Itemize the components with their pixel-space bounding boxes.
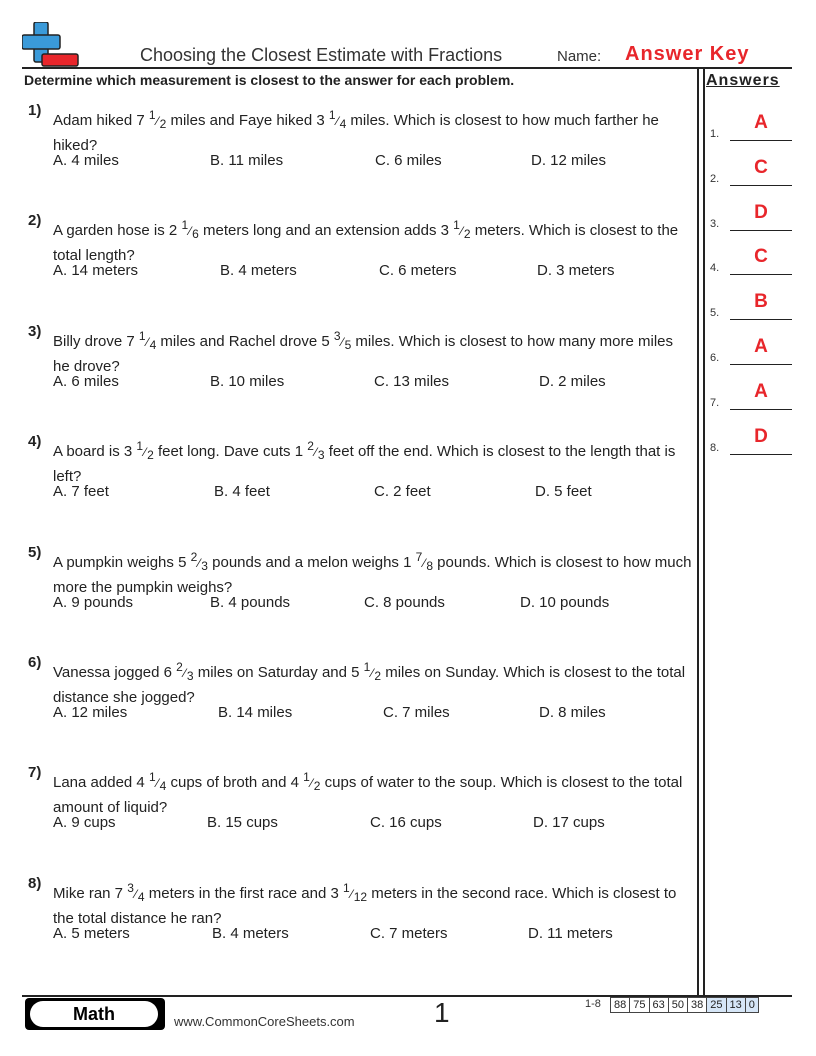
problem-text-segment: Lana added 4 — [53, 774, 149, 792]
fraction-denominator: 4 — [339, 117, 347, 131]
answer-choice: B. 4 meters — [212, 924, 289, 942]
problem-text-segment: Vanessa jogged 6 — [53, 664, 177, 681]
answer-choice: C. 13 miles — [374, 372, 450, 390]
fraction-slash: ⁄ — [350, 886, 353, 901]
fraction-denominator: 3 — [201, 558, 208, 573]
fraction-denominator: 2 — [463, 227, 471, 242]
problem-text-segment: meters in the second race. Which is closest to the total distance he ran? — [53, 884, 677, 927]
answer-blank-line — [730, 230, 792, 231]
problem-text-segment: A garden hose is 2 — [53, 222, 182, 240]
problem-text-segment: miles on Saturday and 5 — [193, 664, 364, 681]
answer-row — [708, 156, 794, 185]
name-label: Name: — [557, 48, 602, 65]
fraction-slash: ⁄ — [460, 224, 463, 239]
fraction — [333, 328, 352, 352]
problem-text — [53, 104, 693, 157]
problem-text-segment: miles. Which is closest to how many more miles he drove? — [53, 332, 674, 375]
fraction-slash: ⁄ — [310, 776, 313, 791]
answer-choice: C. 6 miles — [375, 152, 442, 169]
answer-choice: D. 17 cups — [533, 814, 605, 832]
fraction-slash: ⁄ — [146, 334, 149, 349]
score-cell: 50 — [668, 998, 687, 1013]
answer-value: A — [754, 112, 768, 133]
problem-text-segment: meters. Which is closest to the total length? — [53, 222, 679, 265]
problem-number: 7) — [28, 764, 42, 782]
answer-choice: C. 7 miles — [383, 704, 450, 721]
answer-choice: A. 5 meters — [53, 924, 130, 942]
fraction — [176, 660, 194, 683]
fraction-slash: ⁄ — [198, 555, 201, 570]
problem-text — [53, 656, 693, 709]
fraction-slash: ⁄ — [423, 555, 426, 570]
answer-number: 1. — [710, 128, 720, 140]
answer-row — [708, 246, 794, 275]
answer-row — [708, 291, 794, 320]
score-cell: 88 — [611, 998, 630, 1013]
problem-text-segment: A pumpkin weighs 5 — [53, 553, 191, 571]
fraction — [127, 880, 145, 904]
instructions: Determine which measurement is closest to the answer for each problem. — [24, 72, 515, 88]
answer-choice: D. 11 meters — [528, 924, 613, 942]
problem-text-segment: miles. Which is closest to how much farther he hiked? — [53, 112, 659, 154]
fraction-slash: ⁄ — [189, 224, 192, 239]
page-number: 1 — [434, 997, 450, 1028]
fraction-denominator: 8 — [426, 558, 434, 573]
answer-row — [708, 336, 794, 364]
fraction — [307, 439, 325, 463]
fraction-numerator: 3 — [333, 328, 341, 343]
problem-number: 8) — [28, 874, 42, 892]
fraction-numerator: 1 — [343, 880, 350, 895]
fraction — [343, 880, 368, 904]
fraction-denominator: 4 — [159, 779, 167, 794]
score-range-label: 1-8 — [585, 998, 601, 1010]
problem-text-segment: pounds. Which is closest to how much more the pumpkin weighs? — [53, 553, 692, 596]
answer-choice: A. 9 cups — [53, 814, 116, 832]
fraction-denominator: 3 — [317, 448, 325, 463]
answer-blank-line — [730, 454, 792, 455]
fraction-numerator: 1 — [148, 770, 156, 785]
fraction-numerator: 2 — [307, 439, 314, 454]
answers-heading: Answers — [706, 72, 780, 89]
fraction-slash: ⁄ — [183, 666, 186, 680]
answer-choice: B. 14 miles — [218, 704, 293, 721]
fraction-denominator: 3 — [186, 669, 194, 683]
fraction-numerator: 2 — [176, 660, 183, 674]
score-cell: 13 — [726, 998, 745, 1013]
fraction-slash: ⁄ — [371, 666, 374, 680]
answer-blank-line — [730, 409, 792, 410]
answer-value: D — [754, 425, 768, 447]
fraction-denominator: 6 — [192, 227, 199, 242]
answer-choice: A. 12 miles — [53, 704, 128, 721]
fraction-numerator: 1 — [363, 660, 371, 674]
problem-text — [53, 877, 693, 930]
answer-choice: A. 7 feet — [53, 483, 109, 501]
answer-choice: B. 4 pounds — [210, 593, 291, 611]
answer-choice: B. 15 cups — [207, 814, 278, 832]
answer-choice: A. 4 miles — [53, 152, 119, 169]
answer-choice: A. 6 miles — [53, 372, 119, 390]
fraction-numerator: 1 — [148, 108, 156, 122]
score-cell: 63 — [649, 998, 668, 1013]
score-table — [610, 997, 759, 1013]
answer-blank-line — [730, 274, 792, 275]
answer-value: C — [754, 156, 768, 178]
answer-choice: C. 6 meters — [379, 262, 457, 280]
fraction-numerator: 1 — [136, 439, 144, 454]
problem-text — [53, 214, 693, 267]
answer-value: A — [754, 336, 768, 357]
answer-blank-line — [730, 140, 792, 141]
fraction-slash: ⁄ — [134, 886, 137, 901]
subject-label: Math — [30, 1001, 158, 1027]
fraction-numerator: 7 — [415, 549, 423, 564]
answer-choice: D. 10 pounds — [520, 593, 610, 611]
fraction-slash: ⁄ — [144, 445, 147, 460]
fraction-numerator: 1 — [181, 218, 189, 233]
fraction-numerator: 3 — [127, 880, 134, 895]
answer-key-label: Answer Key — [625, 43, 750, 65]
fraction-slash: ⁄ — [156, 776, 159, 791]
problem-number: 4) — [28, 433, 42, 451]
fraction-numerator: 1 — [328, 108, 336, 122]
score-cell: 75 — [630, 998, 649, 1013]
fraction-denominator: 12 — [353, 889, 368, 904]
fraction — [363, 660, 382, 683]
answer-number: 3. — [710, 217, 720, 230]
answer-choice: B. 11 miles — [210, 152, 284, 169]
problem-number: 2) — [28, 212, 42, 230]
fraction — [415, 549, 434, 573]
problem-text-segment: meters long and an extension adds 3 — [198, 222, 454, 240]
plus-minus-logo-icon — [22, 22, 80, 68]
answer-blank-line — [730, 364, 792, 365]
fraction-slash: ⁄ — [156, 114, 159, 128]
problem-text-segment: feet long. Dave cuts 1 — [153, 443, 308, 461]
answer-choice: D. 8 miles — [539, 704, 606, 721]
fraction-denominator: 2 — [374, 669, 382, 683]
answer-blank-line — [730, 319, 792, 320]
answer-choice: B. 4 feet — [214, 483, 270, 501]
fraction-denominator: 2 — [159, 117, 167, 131]
answer-choice: D. 2 miles — [539, 372, 606, 390]
problem-text — [53, 766, 693, 819]
answer-value: A — [754, 380, 768, 402]
answer-value: B — [754, 291, 768, 313]
answer-value: C — [754, 246, 768, 268]
answer-choice: C. 8 pounds — [364, 593, 445, 611]
fraction — [453, 218, 471, 242]
problem-text — [53, 325, 693, 378]
problem-text-segment: cups of water to the soup. Which is closest to the total amount of liquid? — [53, 774, 683, 817]
fraction-numerator: 1 — [453, 218, 460, 233]
answer-value: D — [754, 201, 768, 223]
problem-text-segment: cups of broth and 4 — [166, 774, 304, 792]
problem-number: 1) — [28, 102, 42, 119]
fraction-denominator: 5 — [344, 337, 352, 352]
header-divider — [22, 67, 792, 69]
answer-choice: D. 3 meters — [537, 262, 615, 280]
problem-text-segment: miles on Sunday. Which is closest to the total distance she jogged? — [53, 664, 686, 706]
answer-blank-line — [730, 185, 792, 186]
score-cell: 38 — [688, 998, 707, 1013]
fraction — [328, 108, 347, 131]
answer-row — [708, 380, 794, 409]
answer-choice: A. 9 pounds — [53, 593, 134, 611]
fraction-slash: ⁄ — [341, 334, 344, 349]
answer-number: 5. — [710, 307, 720, 320]
problem-number: 3) — [28, 322, 42, 340]
fraction-numerator: 2 — [190, 549, 198, 564]
answer-number: 7. — [710, 396, 720, 409]
answer-choice: C. 2 feet — [374, 483, 431, 501]
answer-number: 2. — [710, 172, 720, 185]
problem-text-segment: Billy drove 7 — [53, 332, 139, 350]
answers-column-divider — [697, 67, 705, 995]
fraction — [303, 770, 321, 794]
problem-text — [53, 546, 693, 599]
fraction-denominator: 4 — [137, 889, 145, 904]
score-cell: 25 — [707, 998, 726, 1013]
fraction-denominator: 2 — [147, 448, 154, 463]
answer-row — [708, 112, 794, 140]
answer-choice: B. 10 miles — [210, 372, 285, 390]
fraction — [136, 439, 154, 463]
answer-choice: C. 7 meters — [370, 924, 448, 942]
answer-row — [708, 425, 794, 454]
problem-text-segment: meters in the first race and 3 — [144, 884, 344, 902]
problem-text-segment: Adam hiked 7 — [53, 112, 149, 129]
problem-text-segment: miles and Faye hiked 3 — [166, 112, 329, 129]
worksheet-title: Choosing the Closest Estimate with Fractions — [140, 45, 503, 65]
answer-number: 4. — [710, 262, 720, 275]
fraction — [181, 218, 199, 242]
answer-number: 8. — [710, 441, 720, 454]
fraction — [190, 549, 208, 573]
fraction-numerator: 1 — [138, 328, 146, 343]
fraction-numerator: 1 — [303, 770, 310, 785]
answer-choice: B. 4 meters — [220, 262, 297, 280]
answer-row — [708, 201, 794, 230]
problem-text-segment: pounds and a melon weighs 1 — [207, 553, 416, 571]
fraction-denominator: 2 — [313, 779, 321, 794]
problem-text-segment: feet off the end. Which is closest to the length that is left? — [53, 443, 676, 486]
fraction-slash: ⁄ — [336, 114, 339, 128]
problem-text-segment: Mike ran 7 — [53, 884, 128, 902]
fraction — [138, 328, 157, 352]
subject-badge — [25, 998, 165, 1030]
fraction — [148, 108, 167, 131]
answer-choice: A. 14 meters — [53, 262, 139, 280]
answer-choice: C. 16 cups — [370, 814, 442, 832]
problem-text — [53, 435, 693, 488]
answer-number: 6. — [710, 352, 720, 364]
fraction — [148, 770, 167, 794]
problem-text-segment: A board is 3 — [53, 443, 137, 461]
fraction-denominator: 4 — [149, 337, 157, 352]
answer-choice: D. 5 feet — [535, 483, 592, 501]
problem-number: 6) — [28, 654, 42, 671]
score-cell: 0 — [745, 998, 758, 1013]
website-link[interactable]: www.CommonCoreSheets.com — [174, 1014, 355, 1029]
problem-text-segment: miles and Rachel drove 5 — [156, 332, 334, 350]
answer-choice: D. 12 miles — [531, 152, 607, 169]
problem-number: 5) — [28, 543, 42, 561]
fraction-slash: ⁄ — [314, 445, 317, 460]
